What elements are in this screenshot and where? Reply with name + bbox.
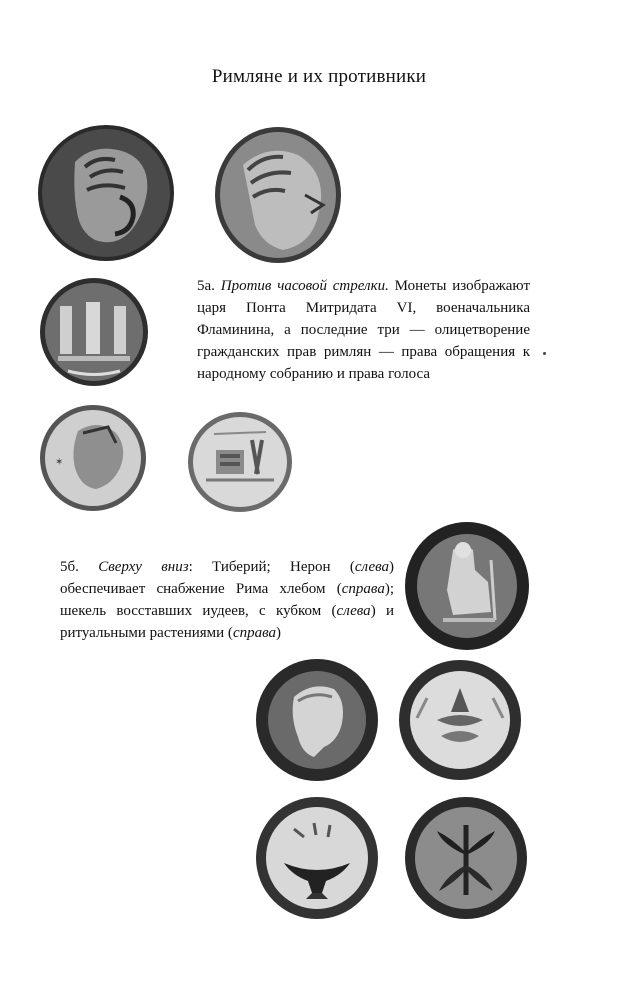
coin-helmeted-head: [38, 403, 148, 513]
caption-italic: Сверху вниз: [98, 559, 189, 575]
coin-flamininus-portrait: [213, 125, 343, 265]
coin-mithridates-portrait: [35, 122, 177, 264]
figure-5b-caption: [60, 556, 394, 644]
coin-citizens-standing-figures: [38, 276, 150, 388]
caption-text: : Тиберий; Нерон (: [188, 559, 355, 575]
figure-5a-caption: [197, 275, 530, 385]
coin-shekel-ritual-plants: [403, 795, 529, 921]
figure-5b-number: 5б.: [60, 559, 79, 575]
caption-text: ); шекель восставших иудеев, с кубком (: [60, 581, 394, 619]
coin-voting-scene: [186, 410, 294, 514]
caption-text: ) обеспечивает снабжение Рима хлебом (: [60, 559, 395, 597]
caption-text: ): [276, 625, 282, 641]
caption-italic: справа: [232, 625, 277, 641]
caption-italic: справа: [341, 581, 385, 597]
svg-text:✶: ✶: [55, 457, 64, 468]
caption-italic: слева: [336, 603, 371, 619]
coin-nero-portrait: [254, 657, 380, 783]
figure-5a-number: 5а.: [197, 278, 215, 294]
figure-5a-lead: Против часовой стрелки.: [220, 278, 389, 294]
coin-tiberius-seated: [403, 520, 531, 652]
coin-nero-grain-supply: [397, 658, 523, 782]
caption-italic: слева: [354, 559, 390, 575]
figure-5a-text: Монеты изображают царя Понта Митридата VI, военачальника Фламинина, а последние три — олицетворение гражданских прав римлян — права обращения к народному собранию и права голоса: [197, 278, 530, 382]
caption-text: ) и ритуальными растениями (: [60, 603, 394, 641]
coin-shekel-chalice: [254, 795, 380, 921]
page-title: Римляне и их противники: [211, 66, 427, 87]
scan-speck: [543, 352, 546, 355]
